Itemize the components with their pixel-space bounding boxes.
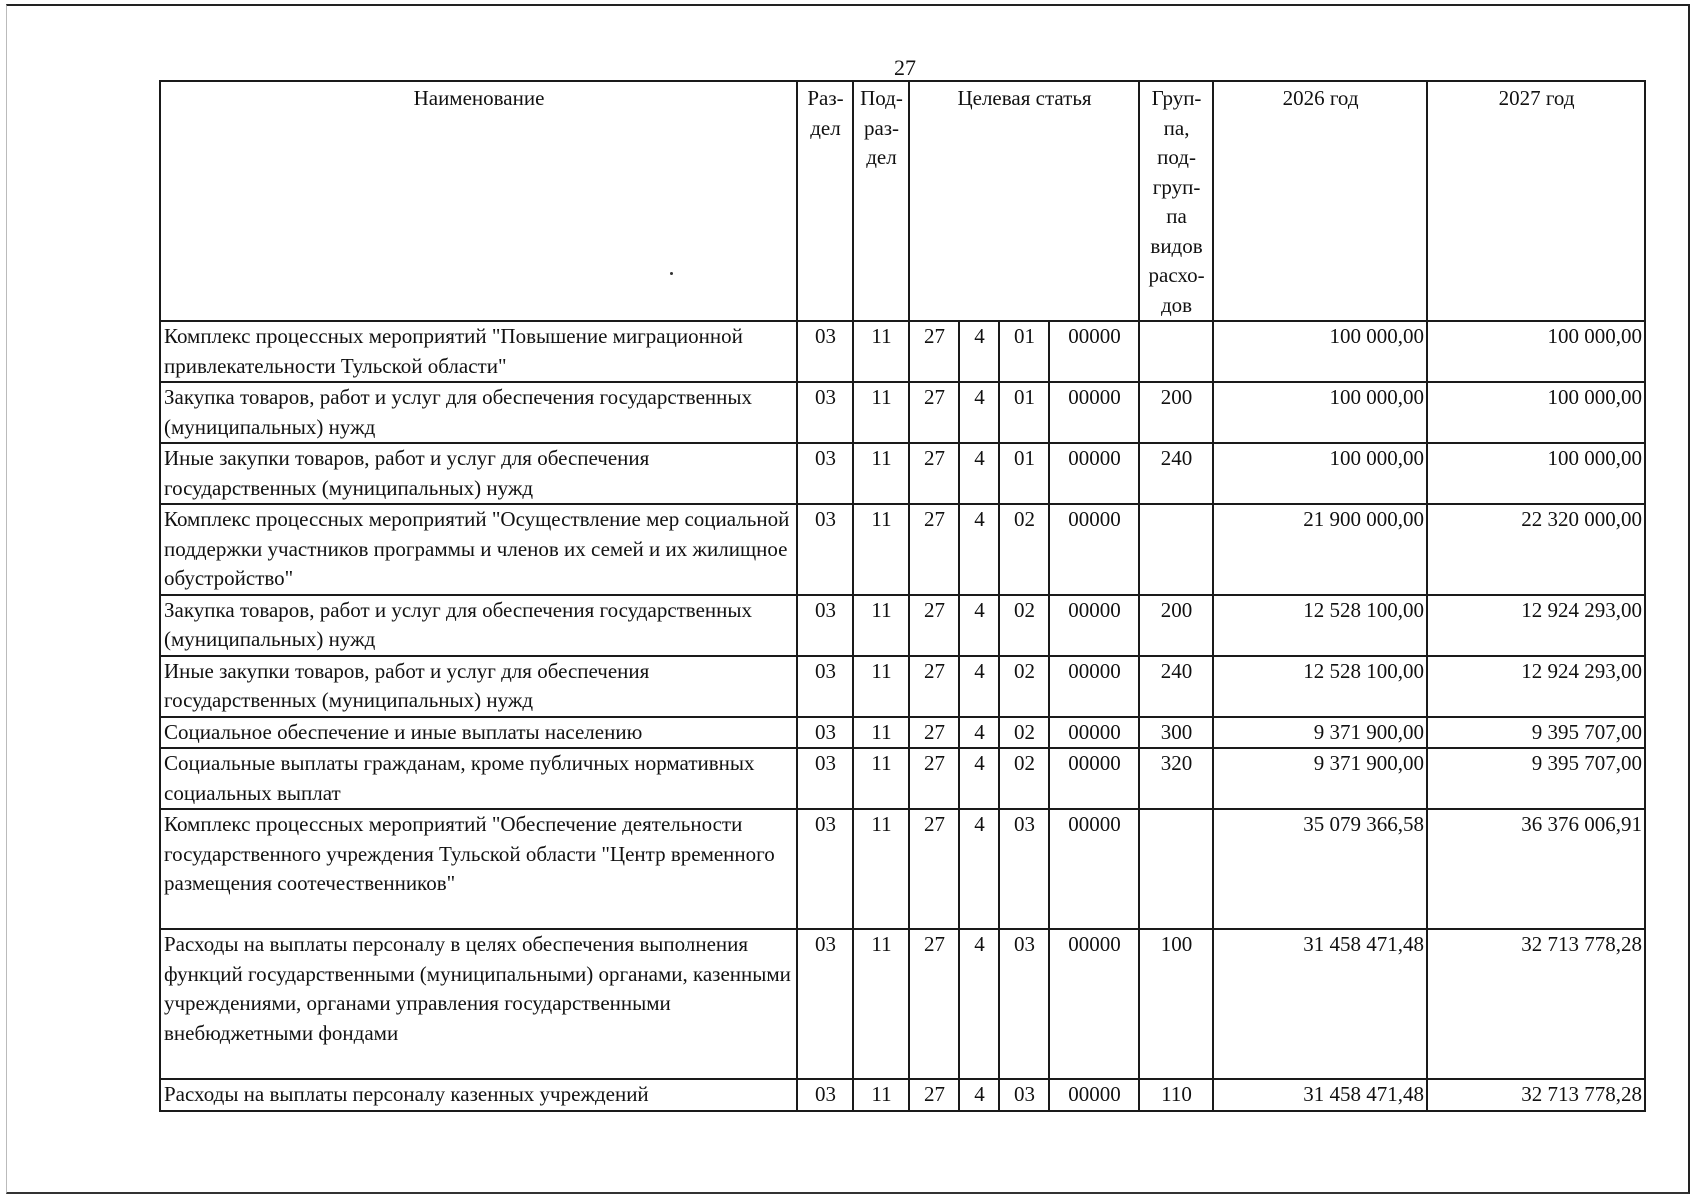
- table-row: [160, 443, 1645, 504]
- table-row: [160, 717, 1645, 749]
- cell-target-direction: 00000: [1049, 595, 1139, 656]
- cell-amount-2026: 9 371 900,00: [1213, 748, 1427, 809]
- cell-podrazdel: 11: [853, 504, 909, 595]
- cell-target-complex: 01: [999, 443, 1049, 504]
- table-row: [160, 595, 1645, 656]
- table-row: [160, 809, 1645, 929]
- cell-name: Комплекс процессных мероприятий "Повышение миграционной привлекательности Тульской области": [160, 321, 797, 382]
- cell-amount-2027: 9 395 707,00: [1427, 748, 1645, 809]
- cell-name: Иные закупки товаров, работ и услуг для обеспечения государственных (муниципальных) нужд: [160, 443, 797, 504]
- cell-amount-2026: 35 079 366,58: [1213, 809, 1427, 929]
- cell-target-complex: 02: [999, 717, 1049, 749]
- cell-podrazdel: 11: [853, 717, 909, 749]
- cell-target-type: 4: [959, 595, 999, 656]
- cell-target-type: 4: [959, 321, 999, 382]
- cell-amount-2026: 100 000,00: [1213, 321, 1427, 382]
- cell-target-type: 4: [959, 656, 999, 717]
- cell-group: 320: [1139, 748, 1213, 809]
- cell-razdel: 03: [797, 321, 853, 382]
- cell-podrazdel: 11: [853, 809, 909, 929]
- cell-target-direction: 00000: [1049, 656, 1139, 717]
- cell-amount-2026: 21 900 000,00: [1213, 504, 1427, 595]
- cell-razdel: 03: [797, 929, 853, 1079]
- cell-target-complex: 03: [999, 1079, 1049, 1111]
- cell-amount-2026: 12 528 100,00: [1213, 595, 1427, 656]
- cell-podrazdel: 11: [853, 382, 909, 443]
- cell-amount-2027: 32 713 778,28: [1427, 1079, 1645, 1111]
- table-row: [160, 504, 1645, 595]
- cell-target-complex: 02: [999, 595, 1049, 656]
- table-body: [160, 321, 1645, 1111]
- cell-name: Закупка товаров, работ и услуг для обеспечения государственных (муниципальных) нужд: [160, 595, 797, 656]
- cell-target-program: 27: [909, 443, 959, 504]
- cell-podrazdel: 11: [853, 321, 909, 382]
- cell-group: 200: [1139, 382, 1213, 443]
- cell-amount-2027: 12 924 293,00: [1427, 656, 1645, 717]
- cell-target-complex: 02: [999, 656, 1049, 717]
- header-name: Наименование: [160, 81, 797, 321]
- cell-name: Закупка товаров, работ и услуг для обеспечения государственных (муниципальных) нужд: [160, 382, 797, 443]
- cell-razdel: 03: [797, 717, 853, 749]
- cell-amount-2027: 100 000,00: [1427, 443, 1645, 504]
- cell-target-type: 4: [959, 443, 999, 504]
- cell-group: [1139, 321, 1213, 382]
- cell-group: 300: [1139, 717, 1213, 749]
- cell-razdel: 03: [797, 382, 853, 443]
- cell-target-direction: 00000: [1049, 748, 1139, 809]
- cell-target-type: 4: [959, 809, 999, 929]
- cell-razdel: 03: [797, 595, 853, 656]
- cell-amount-2027: 9 395 707,00: [1427, 717, 1645, 749]
- cell-amount-2026: 12 528 100,00: [1213, 656, 1427, 717]
- cell-target-program: 27: [909, 321, 959, 382]
- table-row: [160, 656, 1645, 717]
- cell-target-program: 27: [909, 382, 959, 443]
- cell-target-type: 4: [959, 1079, 999, 1111]
- cell-podrazdel: 11: [853, 1079, 909, 1111]
- cell-razdel: 03: [797, 1079, 853, 1111]
- cell-target-type: 4: [959, 382, 999, 443]
- cell-amount-2026: 9 371 900,00: [1213, 717, 1427, 749]
- cell-target-complex: 02: [999, 748, 1049, 809]
- cell-razdel: 03: [797, 504, 853, 595]
- cell-target-direction: 00000: [1049, 443, 1139, 504]
- cell-group: 100: [1139, 929, 1213, 1079]
- cell-target-type: 4: [959, 504, 999, 595]
- cell-amount-2026: 100 000,00: [1213, 382, 1427, 443]
- budget-table: [159, 80, 1646, 1112]
- cell-target-program: 27: [909, 595, 959, 656]
- cell-razdel: 03: [797, 809, 853, 929]
- table-row: [160, 382, 1645, 443]
- cell-group: 240: [1139, 656, 1213, 717]
- cell-target-type: 4: [959, 929, 999, 1079]
- cell-target-type: 4: [959, 748, 999, 809]
- cell-target-complex: 03: [999, 929, 1049, 1079]
- cell-name: Комплекс процессных мероприятий "Осуществление мер социальной поддержки участников программы и членов их семей и их жилищное обустройство": [160, 504, 797, 595]
- header-year-2026: 2026 год: [1213, 81, 1427, 321]
- table-row: [160, 1079, 1645, 1111]
- table-row: [160, 748, 1645, 809]
- cell-name: Иные закупки товаров, работ и услуг для обеспечения государственных (муниципальных) нужд: [160, 656, 797, 717]
- cell-group: 110: [1139, 1079, 1213, 1111]
- cell-target-program: 27: [909, 929, 959, 1079]
- cell-target-direction: 00000: [1049, 382, 1139, 443]
- cell-target-direction: 00000: [1049, 717, 1139, 749]
- cell-target-program: 27: [909, 504, 959, 595]
- header-row: [160, 81, 1645, 321]
- header-podrazdel: Под- раз- дел: [853, 81, 909, 321]
- cell-target-program: 27: [909, 809, 959, 929]
- cell-amount-2026: 31 458 471,48: [1213, 929, 1427, 1079]
- cell-podrazdel: 11: [853, 748, 909, 809]
- cell-amount-2027: 32 713 778,28: [1427, 929, 1645, 1079]
- cell-amount-2026: 100 000,00: [1213, 443, 1427, 504]
- cell-name: Социальное обеспечение и иные выплаты населению: [160, 717, 797, 749]
- cell-target-direction: 00000: [1049, 929, 1139, 1079]
- cell-target-direction: 00000: [1049, 809, 1139, 929]
- cell-target-direction: 00000: [1049, 1079, 1139, 1111]
- cell-target-program: 27: [909, 656, 959, 717]
- header-target: Целевая статья: [909, 81, 1139, 321]
- cell-name: Расходы на выплаты персоналу в целях обеспечения выполнения функций государственными (муниципальными) органами, казенными учреждениями, органами управления государственными внебюджетными фондами: [160, 929, 797, 1079]
- table-row: [160, 929, 1645, 1079]
- header-group: Груп- па, под- груп- па видов расхо- дов: [1139, 81, 1213, 321]
- cell-name: Социальные выплаты гражданам, кроме публичных нормативных социальных выплат: [160, 748, 797, 809]
- cell-amount-2027: 36 376 006,91: [1427, 809, 1645, 929]
- cell-target-complex: 03: [999, 809, 1049, 929]
- cell-target-program: 27: [909, 1079, 959, 1111]
- cell-podrazdel: 11: [853, 656, 909, 717]
- cell-razdel: 03: [797, 656, 853, 717]
- cell-target-direction: 00000: [1049, 504, 1139, 595]
- cell-target-type: 4: [959, 717, 999, 749]
- cell-amount-2026: 31 458 471,48: [1213, 1079, 1427, 1111]
- table-row: [160, 321, 1645, 382]
- cell-group: 200: [1139, 595, 1213, 656]
- cell-group: 240: [1139, 443, 1213, 504]
- cell-target-complex: 01: [999, 382, 1049, 443]
- cell-amount-2027: 22 320 000,00: [1427, 504, 1645, 595]
- cell-group: [1139, 809, 1213, 929]
- cell-target-program: 27: [909, 748, 959, 809]
- cell-razdel: 03: [797, 443, 853, 504]
- cell-target-program: 27: [909, 717, 959, 749]
- page-number: 27: [894, 55, 916, 80]
- cell-group: [1139, 504, 1213, 595]
- cell-name: Комплекс процессных мероприятий "Обеспечение деятельности государственного учреждения Тульской области "Центр временного размещения соотечественников": [160, 809, 797, 929]
- header-razdel: Раз- дел: [797, 81, 853, 321]
- cell-podrazdel: 11: [853, 595, 909, 656]
- cell-podrazdel: 11: [853, 443, 909, 504]
- header-year-2027: 2027 год: [1427, 81, 1645, 321]
- cell-amount-2027: 12 924 293,00: [1427, 595, 1645, 656]
- cell-amount-2027: 100 000,00: [1427, 321, 1645, 382]
- cell-podrazdel: 11: [853, 929, 909, 1079]
- cell-razdel: 03: [797, 748, 853, 809]
- cell-target-complex: 01: [999, 321, 1049, 382]
- cell-amount-2027: 100 000,00: [1427, 382, 1645, 443]
- cell-name: Расходы на выплаты персоналу казенных учреждений: [160, 1079, 797, 1111]
- cell-target-complex: 02: [999, 504, 1049, 595]
- cell-target-direction: 00000: [1049, 321, 1139, 382]
